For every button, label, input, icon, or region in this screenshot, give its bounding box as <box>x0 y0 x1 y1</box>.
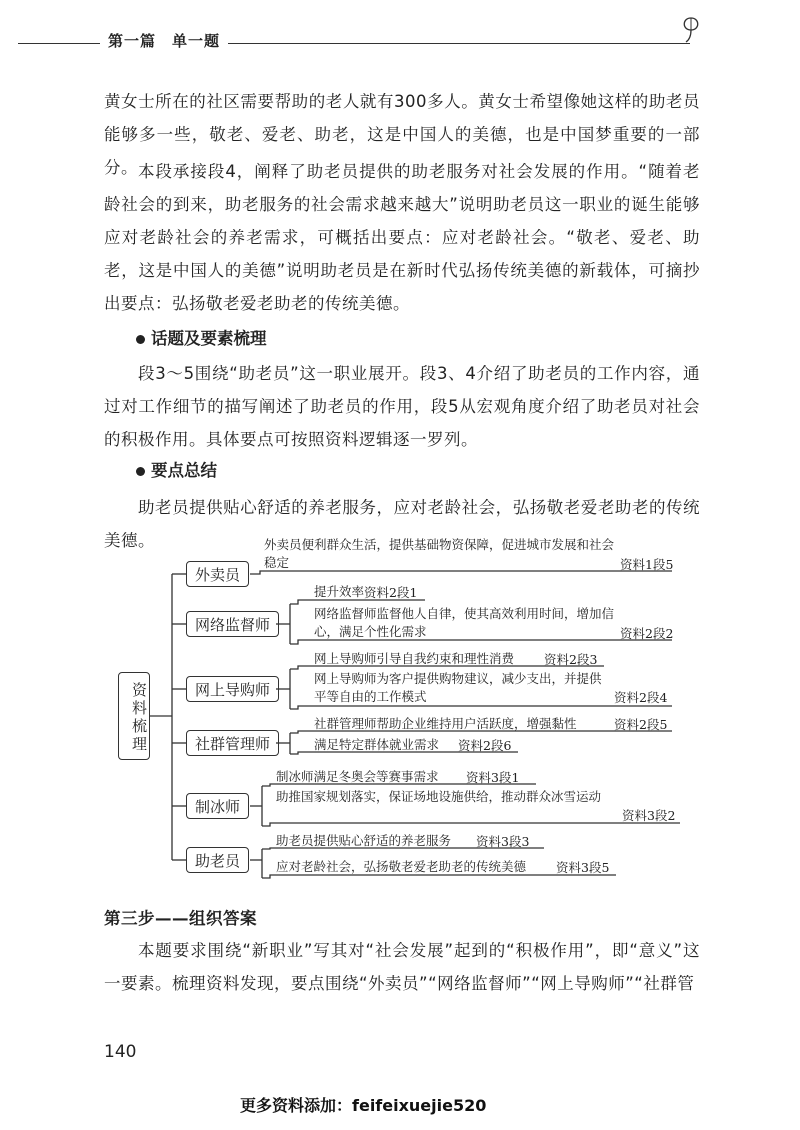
bullet-label: 话题及要素梳理 <box>151 329 267 348</box>
source-ref: 资料2段3 <box>544 652 598 667</box>
step-heading: 第三步——组织答案 <box>104 909 257 928</box>
note-community-2: 满足特定群体就业需求 <box>314 737 440 752</box>
note-shopping-guide-1: 网上导购师引导自我约束和理性消费 <box>314 651 515 666</box>
source-ref: 资料3段1 <box>466 770 520 785</box>
bullet-label: 要点总结 <box>151 461 217 480</box>
section-title: 第一篇 单一题 <box>100 30 228 51</box>
note-ice-maker-2: 助推国家规划落实，保证场地设施供给，推动群众冰雪运动 <box>276 789 602 804</box>
footer-note: 更多资料添加：feifeixuejie520 <box>240 1096 487 1115</box>
job-box-online-shopping-guide: 网上导购师 <box>186 676 279 702</box>
source-ref: 资料3段5 <box>556 860 610 875</box>
note-supervisor-1: 提升效率 <box>314 584 365 599</box>
paragraph-3: 段3～5围绕“助老员”这一职业展开。段3、4介绍了助老员的工作内容，通过对工作细节的描写阐述了助老员的作用，段5从宏观角度介绍了助老员对社会的积极作用。具体要点可按照资料逻辑逐一罗列。 <box>104 364 700 449</box>
job-box-online-supervisor: 网络监督师 <box>186 611 279 637</box>
paragraph-2: 本段承接段4，阐释了助老员提供的助老服务对社会发展的作用。“随着老龄社会的到来，助老服务的社会需求越来越大”说明助老员这一职业的诞生能够应对老龄社会的养老需求，可概括出要点：应对老龄社会。“敬老、爱老、助老，这是中国人的美德”说明助老员是在新时代弘扬传统美德的新载体，可摘抄出要点：弘扬敬老爱老助老的传统美德。 <box>104 162 700 313</box>
note-shopping-guide-2: 网上导购师为客户提供购物建议，减少支出，并提供平等自由的工作模式 <box>314 671 602 704</box>
note-elderly-2: 应对老龄社会，弘扬敬老爱老助老的传统美德 <box>276 859 527 874</box>
paragraph-5: 本题要求围绕“新职业”写其对“社会发展”起到的“积极作用”，即“意义”这一要素。梳理资料发现，要点围绕“外卖员”“网络监督师”“网上导购师”“社群管 <box>104 941 700 993</box>
job-box-delivery: 外卖员 <box>186 561 249 587</box>
source-ref: 资料2段2 <box>620 626 674 641</box>
source-ref: 资料1段5 <box>620 557 674 572</box>
source-ref: 资料3段2 <box>622 808 676 823</box>
source-ref: 资料3段3 <box>476 834 530 849</box>
job-box-community-manager: 社群管理师 <box>186 730 279 756</box>
note-delivery-1: 外卖员便利群众生活，提供基础物资保障，促进城市发展和社会稳定 <box>264 537 615 570</box>
note-community-1: 社群管理师帮助企业维持用户活跃度，增强黏性 <box>314 716 577 731</box>
job-box-ice-maker: 制冰师 <box>186 793 249 819</box>
job-box-elderly-assistant: 助老员 <box>186 847 249 873</box>
note-elderly-1: 助老员提供贴心舒适的养老服务 <box>276 833 452 848</box>
mindmap-root: 资料梳理 <box>118 672 150 760</box>
source-ref: 资料2段4 <box>614 690 668 705</box>
note-ice-maker-1: 制冰师满足冬奥会等赛事需求 <box>276 769 439 784</box>
source-ref: 资料2段5 <box>614 717 668 732</box>
paragraph-4: 助老员提供贴心舒适的养老服务，应对老龄社会，弘扬敬老爱老助老的传统美德。 <box>104 498 700 550</box>
note-supervisor-2: 网络监督师监督他人自律，使其高效利用时间，增加信心，满足个性化需求 <box>314 606 615 639</box>
source-ref: 资料2段6 <box>458 738 512 753</box>
paragraph-1: 黄女士所在的社区需要帮助的老人就有300多人。黄女士希望像她这样的助老员能够多一些，敬老、爱老、助老，这是中国人的美德，也是中国梦重要的一部分。 <box>104 92 700 177</box>
source-ref: 资料2段1 <box>364 585 418 600</box>
page-number: 140 <box>104 1042 137 1062</box>
